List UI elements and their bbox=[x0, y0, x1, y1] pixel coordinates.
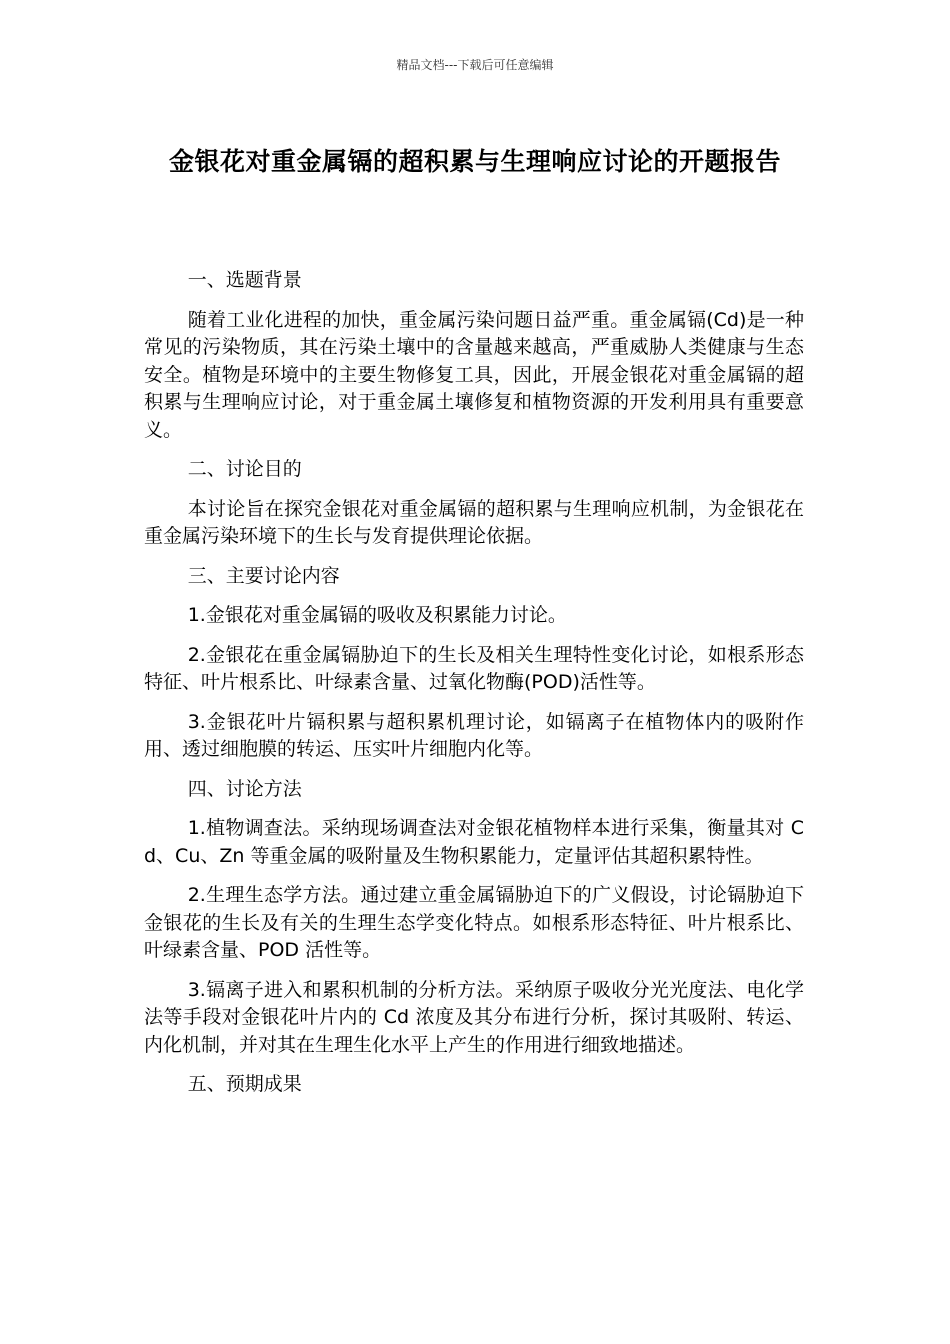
purpose-paragraph: 本讨论旨在探究金银花对重金属镉的超积累与生理响应机制，为金银花在重金属污染环境下的生长与发育提供理论依据。 bbox=[144, 497, 804, 547]
content-item: 3.金银花叶片镉积累与超积累机理讨论，如镉离子在植物体内的吸附作用、透过细胞膜的转运、压实叶片细胞内化等。 bbox=[144, 710, 804, 760]
section-heading-methods: 四、讨论方法 bbox=[187, 777, 302, 800]
content-item: 2.金银花在重金属镉胁迫下的生长及相关生理特性变化讨论，如根系形态特征、叶片根系比、叶绿素含量、过氧化物酶(POD)活性等。 bbox=[144, 643, 804, 693]
method-item: 1.植物调查法。采纳现场调查法对金银花植物样本进行采集，衡量其对 Cd、Cu、Zn 等重金属的吸附量及生物积累能力，定量评估其超积累特性。 bbox=[144, 817, 804, 867]
content-item: 1.金银花对重金属镉的吸收及积累能力讨论。 bbox=[187, 604, 567, 626]
document-title: 金银花对重金属镉的超积累与生理响应讨论的开题报告 bbox=[168, 147, 781, 176]
document-body bbox=[144, 267, 804, 1111]
page-header-note: 精品文档---下载后可任意编辑 bbox=[396, 58, 554, 72]
section-heading-background: 一、选题背景 bbox=[187, 269, 302, 291]
background-paragraph: 随着工业化进程的加快，重金属污染问题日益严重。重金属镉(Cd)是一种常见的污染物质，其在污染土壤中的含量越来越高，严重威胁人类健康与生态安全。植物是环境中的主要生物修复工具，因此，开展金银花对重金属镉的超积累与生理响应讨论，对于重金属土壤修复和植物资源的开发利用具有重要意义。 bbox=[144, 308, 804, 441]
section-heading-results: 五、预期成果 bbox=[187, 1073, 302, 1095]
section-heading-content: 三、主要讨论内容 bbox=[187, 564, 340, 587]
method-item: 2.生理生态学方法。通过建立重金属镉胁迫下的广义假设，讨论镉胁迫下金银花的生长及有关的生理生态学变化特点。如根系形态特征、叶片根系比、叶绿素含量、POD 活性等。 bbox=[144, 884, 804, 961]
section-heading-purpose: 二、讨论目的 bbox=[187, 458, 302, 480]
method-item: 3.镉离子进入和累积机制的分析方法。采纳原子吸收分光光度法、电化学法等手段对金银花叶片内的 Cd 浓度及其分布进行分析，探讨其吸附、转运、内化机制，并对其在生理生化水平上产生的作用进行细致地描述。 bbox=[144, 978, 804, 1056]
